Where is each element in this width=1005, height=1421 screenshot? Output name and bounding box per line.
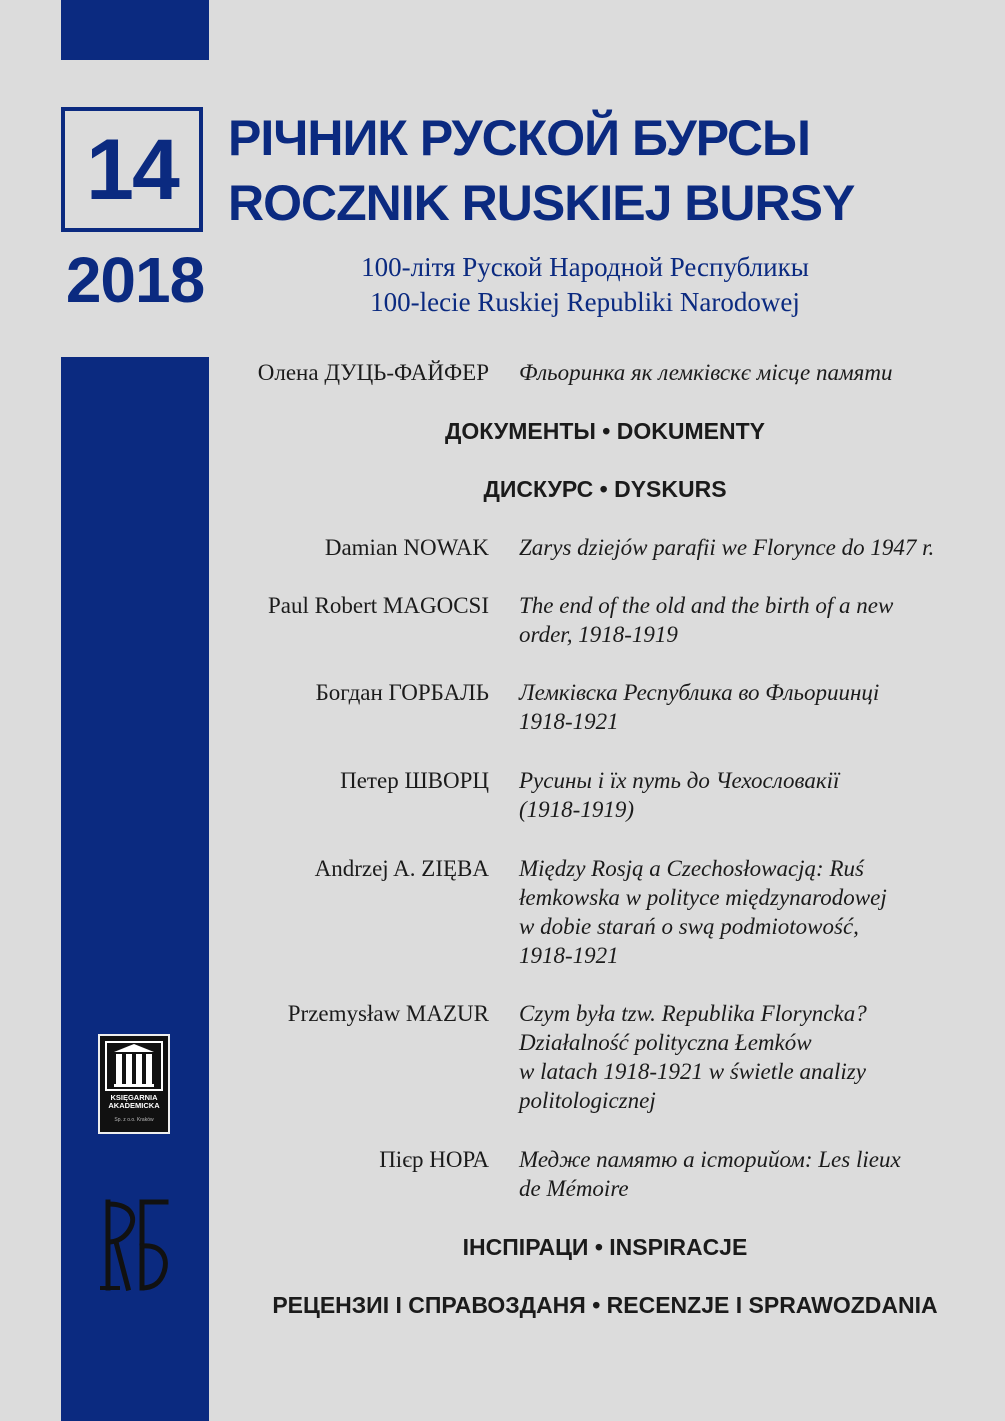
entry-title-line: order, 1918-1919 bbox=[519, 622, 678, 647]
entry-author: Damian NOWAK bbox=[324, 535, 489, 560]
section-heading-discourse: ДИСКУРС • DYSKURS bbox=[483, 476, 727, 502]
entry-author: Andrzej A. ZIĘBA bbox=[314, 856, 489, 881]
entry-title-line: politologicznej bbox=[519, 1088, 656, 1113]
entry-title bbox=[519, 358, 959, 387]
entry-title bbox=[519, 854, 959, 970]
issue-number: 14 bbox=[86, 121, 178, 218]
entry-title-line: Русины і їх путь до Чехословакії bbox=[519, 768, 840, 793]
issue-number-box bbox=[61, 107, 203, 232]
publisher-name-line2: AKADEMICKA bbox=[108, 1101, 160, 1110]
publisher-name-line3: Sp. z o.o. Kraków bbox=[114, 1117, 154, 1123]
publisher-logo-icon bbox=[98, 1034, 170, 1134]
entry-title-line: łemkowska w polityce międzynarodowej bbox=[519, 885, 887, 910]
entry-title bbox=[519, 533, 959, 562]
section-heading-documents: ДОКУМЕНТЫ • DOKUMENTY bbox=[445, 418, 765, 444]
entry-title bbox=[519, 766, 959, 824]
subtitle-cyrillic: 100-літя Руской Народной Республикы bbox=[361, 252, 809, 282]
rb-monogram-icon bbox=[98, 1196, 172, 1292]
entry-title-line: 1918-1921 bbox=[519, 709, 619, 734]
entry-title-line: Działalność polityczna Łemków bbox=[519, 1030, 812, 1055]
entry-author: Петер ШВОРЦ bbox=[340, 768, 489, 793]
entry-title-line: Лемківска Республика во Фльориинці bbox=[519, 680, 880, 705]
entry-author: Богдан ГОРБАЛЬ bbox=[315, 680, 489, 705]
entry-title bbox=[519, 678, 959, 736]
section-heading-inspirations: ІНСПІРАЦИ • INSPIRACJE bbox=[462, 1234, 748, 1260]
entry-title bbox=[519, 1145, 959, 1203]
entry-title bbox=[519, 999, 959, 1115]
subtitle-latin: 100-lecie Ruskiej Republiki Narodowej bbox=[370, 287, 800, 317]
entry-author: Пієр НОРА bbox=[379, 1147, 489, 1172]
entry-title-line: 1918-1921 bbox=[519, 943, 619, 968]
issue-year: 2018 bbox=[65, 244, 205, 316]
entry-title-line: The end of the old and the birth of a new bbox=[519, 593, 894, 618]
entry-title bbox=[519, 591, 959, 649]
title-cyrillic: РІЧНИК РУСКОЙ БУРСЫ bbox=[228, 110, 810, 166]
entry-author: Przemysław MAZUR bbox=[287, 1001, 489, 1026]
entry-title-line: Między Rosją a Czechosłowacją: Ruś bbox=[519, 856, 864, 881]
entry-title-line: w latach 1918-1921 w świetle analizy bbox=[519, 1059, 866, 1084]
entry-title-line: (1918-1919) bbox=[519, 797, 634, 822]
entry-title-line: w dobie starań o swą podmiotowość, bbox=[519, 914, 859, 939]
section-heading-reviews: РЕЦЕНЗИІ І СПРАВОЗДАНЯ • RECENZJE I SPRAWOZDANIA bbox=[272, 1292, 938, 1318]
entry-author: Олена ДУЦЬ-ФАЙФЕР bbox=[257, 360, 489, 385]
publisher-name-line1: KSIĘGARNIA bbox=[110, 1093, 158, 1102]
entry-title-line: Медже памятю а історийом: Les lieux bbox=[519, 1147, 901, 1172]
entry-title-line: Фльоринка як лемківскє місце памяти bbox=[519, 360, 893, 385]
entry-title-line: Czym była tzw. Republika Floryncka? bbox=[519, 1001, 867, 1026]
entry-title-line: de Mémoire bbox=[519, 1176, 629, 1201]
publisher-building-icon bbox=[104, 1040, 164, 1092]
title-latin: ROCZNIK RUSKIEJ BURSY bbox=[228, 175, 855, 231]
top-color-bar bbox=[61, 0, 209, 60]
entry-title-line: Zarys dziejów parafii we Florynce do 1947 r. bbox=[519, 535, 935, 560]
entry-author: Paul Robert MAGOCSI bbox=[267, 593, 489, 618]
